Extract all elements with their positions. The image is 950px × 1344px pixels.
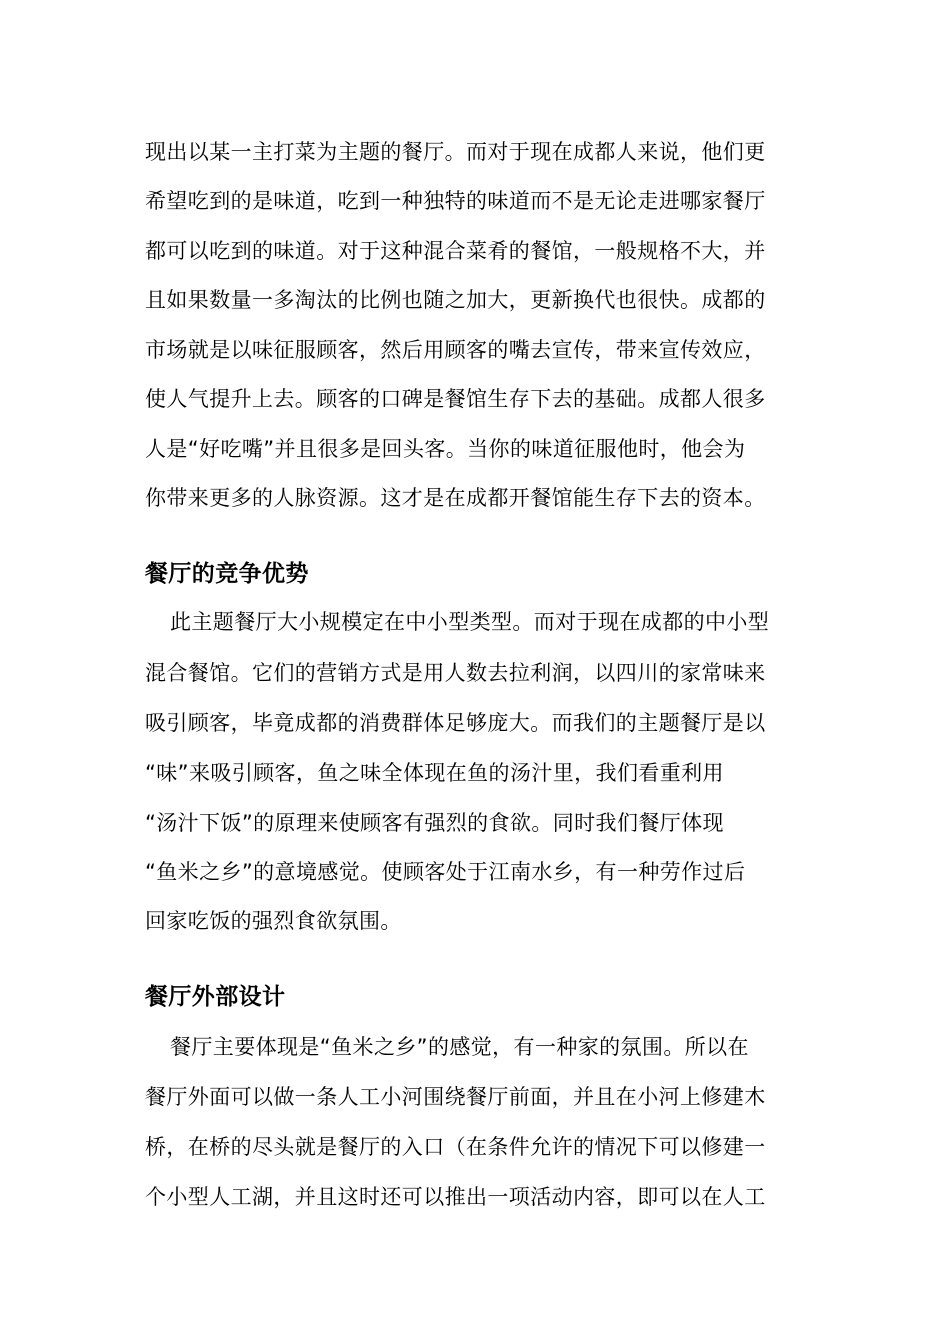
paragraph-line: 餐厅外面可以做一条人工小河围绕餐厅前面，并且在小河上修建木 [145, 1085, 766, 1109]
paragraph-line: “味”来吸引顾客，鱼之味全体现在鱼的汤汁里，我们看重利用 [145, 761, 724, 785]
paragraph-line: 餐厅主要体现是“鱼米之乡”的感觉，有一种家的氛围。所以在 [170, 1035, 749, 1059]
paragraph-line: 且如果数量一多淘汰的比例也随之加大，更新换代也很快。成都的 [145, 288, 766, 312]
paragraph-line: 此主题餐厅大小规模定在中小型类型。而对于现在成都的中小型 [170, 610, 770, 634]
paragraph-line: 使人气提升上去。顾客的口碑是餐馆生存下去的基础。成都人很多 [145, 387, 766, 411]
paragraph-line: “鱼米之乡”的意境感觉。使顾客处于江南水乡，有一种劳作过后 [145, 860, 746, 884]
paragraph-line: “汤汁下饭”的原理来使顾客有强烈的食欲。同时我们餐厅体现 [145, 811, 724, 835]
paragraph-line: 桥，在桥的尽头就是餐厅的入口（在条件允许的情况下可以修建一 [145, 1135, 766, 1159]
paragraph-line: 你带来更多的人脉资源。这才是在成都开餐馆能生存下去的资本。 [145, 486, 766, 510]
paragraph-line: 个小型人工湖，并且这时还可以推出一项活动内容，即可以在人工 [145, 1185, 766, 1209]
paragraph-line: 希望吃到的是味道，吃到一种独特的味道而不是无论走进哪家餐厅 [145, 189, 766, 213]
paragraph-line: 市场就是以味征服顾客，然后用顾客的嘴去宣传，带来宣传效应， [145, 338, 766, 362]
section-heading-exterior-design: 餐厅外部设计 [145, 984, 286, 1010]
paragraph-line: 回家吃饭的强烈食欲氛围。 [145, 909, 402, 933]
paragraph-line: 现出以某一主打菜为主题的餐厅。而对于现在成都人来说，他们更 [145, 140, 766, 164]
paragraph-line: 都可以吃到的味道。对于这种混合菜肴的餐馆，一般规格不大，并 [145, 239, 766, 263]
paragraph-line: 混合餐馆。它们的营销方式是用人数去拉利润，以四川的家常味来 [145, 661, 766, 685]
paragraph-line: 吸引顾客，毕竟成都的消费群体足够庞大。而我们的主题餐厅是以 [145, 711, 766, 735]
paragraph-line: 人是“好吃嘴”并且很多是回头客。当你的味道征服他时，他会为 [145, 437, 746, 461]
section-heading-competitive-advantage: 餐厅的竞争优势 [145, 561, 309, 587]
